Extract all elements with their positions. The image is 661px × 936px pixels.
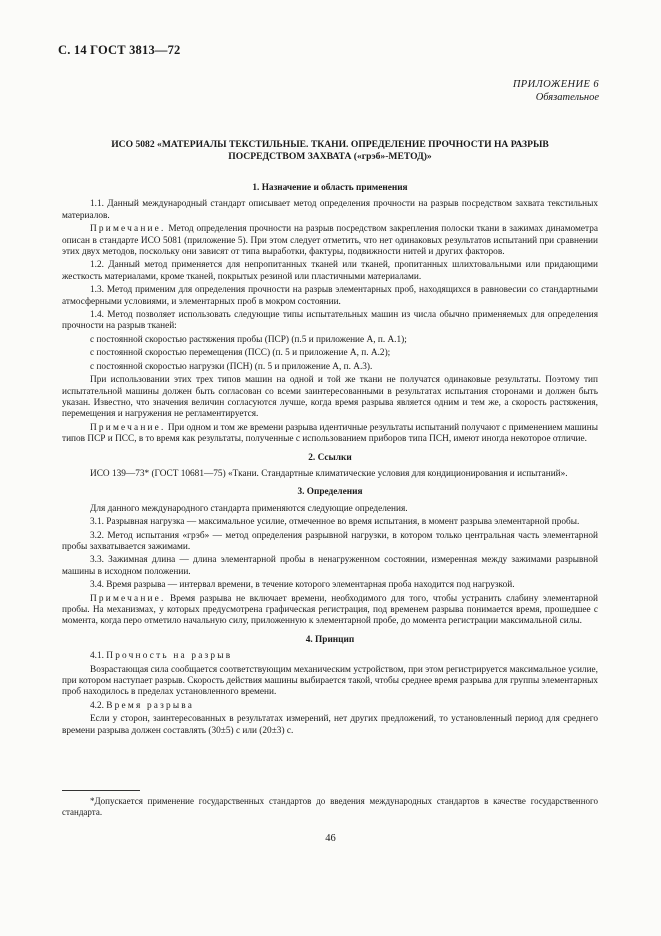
paragraph: При использовании этих трех типов машин на одной и той же ткани не получатся одинаковые результаты. Поэтому тип испытательной машины должен быть согласован со всеми заинтересованными в результатах испытания сторонами и должен быть указан. Известно, что значения величин согласуются лучше, когда время разрыва является одним и тем же, а скорость растяжения, перемещения и нагружения не регламентируется.	[62, 375, 598, 420]
section-2-heading: 2. Ссылки	[308, 452, 352, 463]
paragraph: Если у сторон, заинтересованных в результатах измерений, нет других предложений, то установленный период для среднего времени разрыва должен составлять (30±5) с или (20±3) с.	[62, 714, 598, 736]
appendix-number: ПРИЛОЖЕНИЕ 6	[512, 79, 599, 90]
paragraph: Возрастающая сила сообщается соответствующим механическим устройством, при этом регистрируется максимальное усилие, при котором наступает разрыв. Скорость действия машины выбирается такой, чтобы среднее время разрыва для группы элементарных проб находилось в пределах установленного времени.	[62, 664, 598, 698]
paragraph: 3.1. Разрывная нагрузка — максимальное усилие, отмеченное во время испытания, в момент разрыва элементарной пробы.	[90, 517, 580, 528]
paragraph: 1.2. Данный метод применяется для непропитанных тканей или тканей, пропитанных шлихтовальными или придающими жесткость материалами, кроме тканей, покрытых резиной или пластичными материалами.	[62, 260, 598, 282]
note-label: Примечание.	[90, 422, 166, 433]
paragraph: Для данного международного стандарта применяются следующие определения.	[90, 503, 408, 514]
note-text: При одном и том же времени разрыва идентичные результаты испытаний получают с применением машины типов ПСР и ПСС, в то время как результаты, полученные с использованием приборов типа ПСН, имеют иногда некоторое отличие.	[62, 422, 598, 445]
footnote-divider	[62, 790, 140, 791]
note-label: Примечание.	[90, 593, 166, 604]
subsection-title: Прочность на разрыв	[106, 651, 233, 662]
paragraph: 3.4. Время разрыва — интервал времени, в течение которого элементарная проба находится под нагрузкой.	[90, 580, 515, 591]
subsection-heading	[62, 651, 598, 662]
paragraph: 1.3. Метод применим для определения прочности на разрыв элементарных проб, находящихся в равновесии со стандартными атмосферными условиями, и элементарных проб в мокром состоянии.	[62, 285, 598, 307]
paragraph: 3.2. Метод испытания «грэб» — метод определения разрывной нагрузки, в котором только центральная часть элементарной пробы захватывается зажимами.	[62, 530, 598, 552]
note-text: Метод определения прочности на разрыв посредством закрепления полоски ткани в зажимах динамометра описан в стандарте ИСО 5081 (приложение 5). При этом следует отметить, что нет одинаковых результатов испытаний при сравнении этих двух методов, поскольку они зависят от типа выработки, фактуры, подвижности нитей и других факторов.	[62, 224, 598, 258]
section-1-heading: 1. Назначение и область применения	[252, 183, 408, 193]
section-3-heading: 3. Определения	[297, 487, 363, 498]
subsection-number: 4.2.	[90, 700, 107, 711]
list-item: с постоянной скоростью растяжения пробы (ПСР) (п.5 и приложение А, п. А.1);	[90, 334, 407, 345]
paragraph: 1.4. Метод позволяет использовать следующие типы испытательных машин из числа обычно применяемых для определения прочности на разрыв тканей:	[62, 310, 598, 332]
note-text: Время разрыва не включает времени, необходимого для того, чтобы устранить слабину элементарной пробы. На механизмах, у которых предусмотрена графическая регистрация, под временем разрыва понимается время, прошедшее с момента, когда перо отметило начальную силу, приложенную к элементарной пробе, до момента регистрации максимальной силы.	[62, 593, 598, 627]
document-body	[62, 139, 598, 737]
note	[62, 423, 598, 446]
subsection-heading	[62, 701, 598, 712]
appendix-status: Обязательное	[535, 92, 599, 103]
note	[62, 224, 598, 258]
document-title: ИСО 5082 «МАТЕРИАЛЫ ТЕКСТИЛЬНЫЕ. ТКАНИ. ОПРЕДЕЛЕНИЕ ПРОЧНОСТИ НА РАЗРЫВ ПОСРЕДСТВОМ ЗАХВАТА («грэб»-МЕТОД)»	[111, 139, 549, 162]
paragraph: 3.3. Зажимная длина — длина элементарной пробы в ненагруженном состоянии, измеренная между зажимами разрывной машины в исходном положении.	[62, 555, 598, 577]
section-4-heading: 4. Принцип	[305, 634, 355, 645]
footnote: *Допускается применение государственных стандартов до введения международных стандартов в качестве государственного стандарта.	[62, 796, 598, 817]
running-header: С. 14 ГОСТ 3813—72	[58, 43, 181, 57]
appendix-label	[513, 78, 599, 104]
list-item: с постоянной скоростью перемещения (ПСС) (п. 5 и приложение А, п. А.2);	[90, 348, 391, 359]
note-label: Примечание.	[90, 224, 166, 235]
subsection-number: 4.1.	[90, 651, 107, 662]
page-number: 46	[325, 833, 336, 844]
paragraph: ИСО 139—73* (ГОСТ 10681—75) «Ткани. Стандартные климатические условия для кондиционирования и испытаний».	[90, 468, 568, 479]
note	[62, 594, 598, 628]
list-item: с постоянной скоростью нагрузки (ПСН) (п. 5 и приложение А, п. А.3).	[90, 361, 373, 372]
paragraph: 1.1. Данный международный стандарт описывает метод определения прочности на разрыв посредством захвата текстильных материалов.	[62, 199, 598, 221]
subsection-title: Время разрыва	[106, 700, 195, 711]
